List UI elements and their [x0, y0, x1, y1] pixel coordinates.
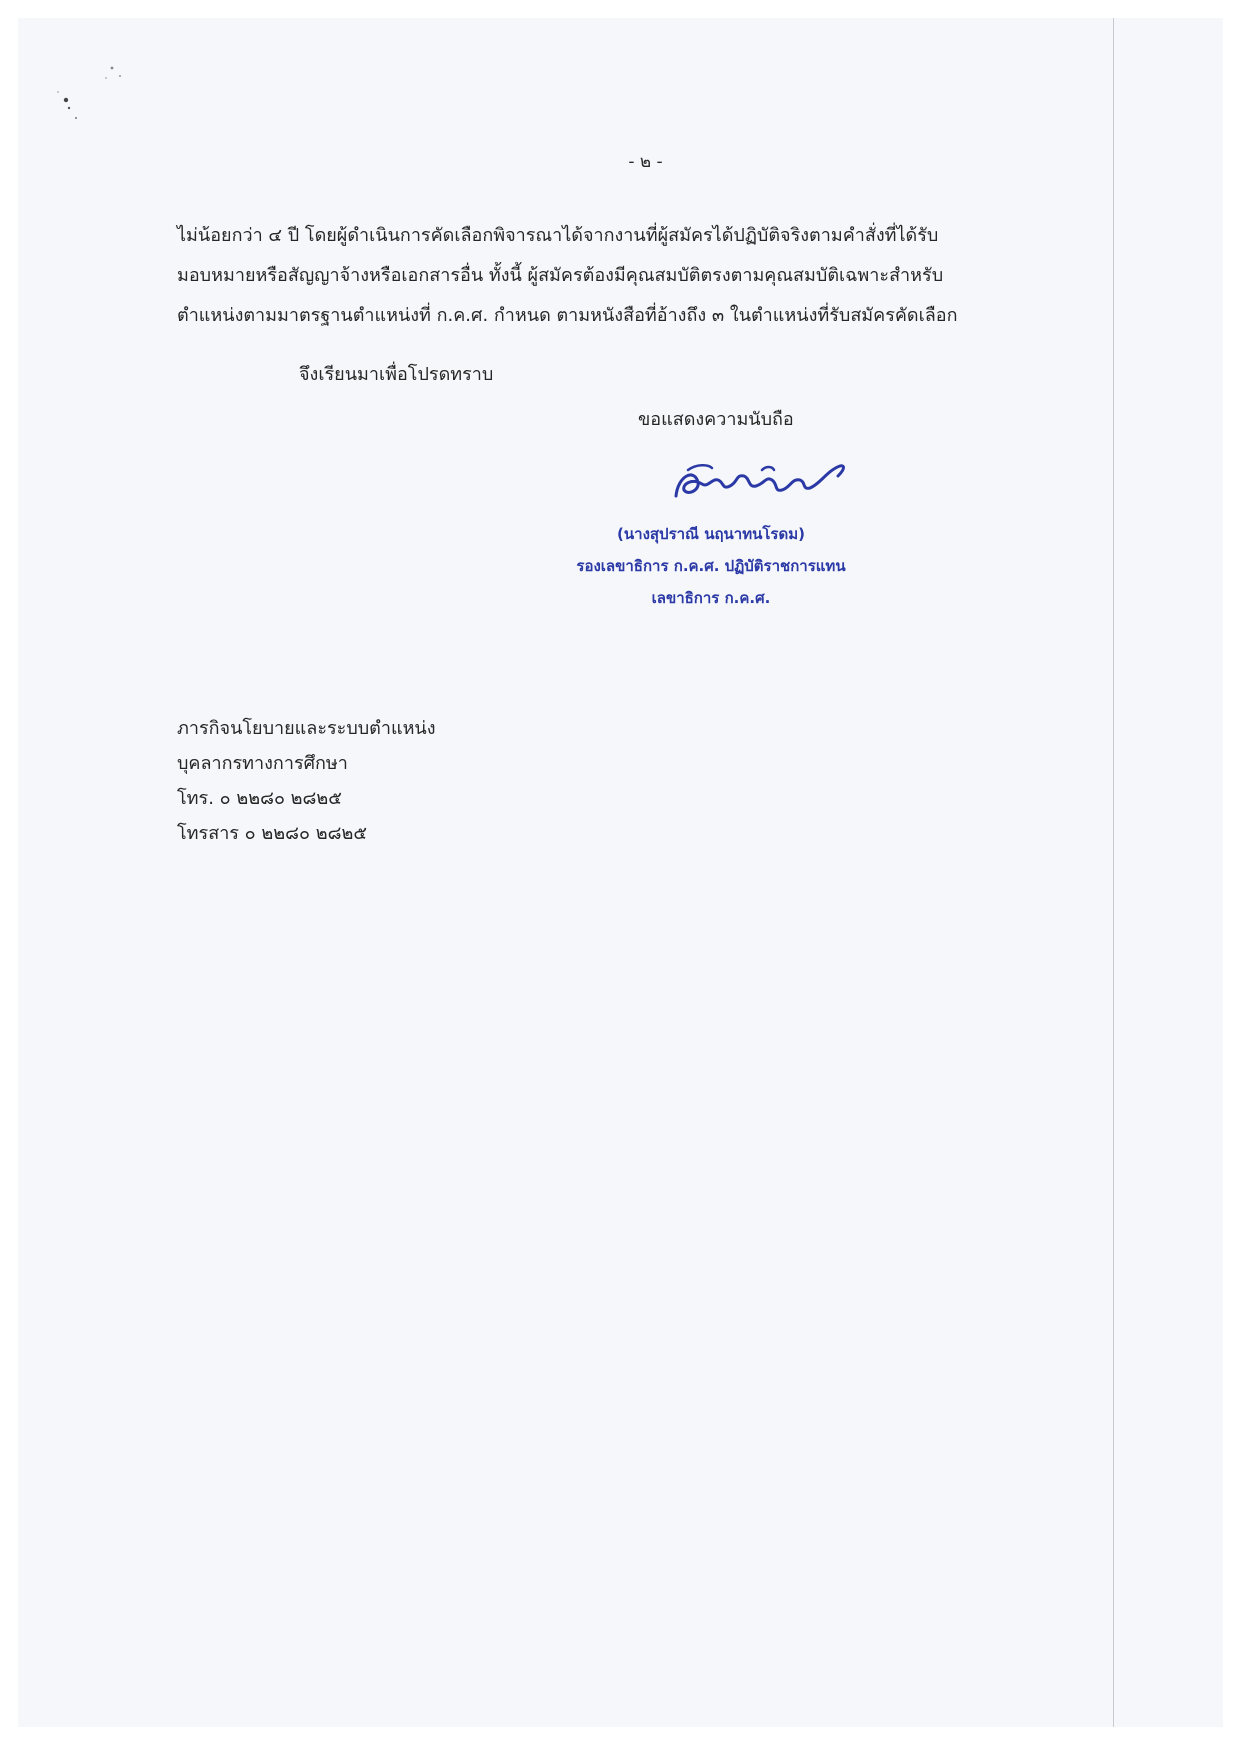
signature-icon — [668, 456, 868, 508]
body-paragraph — [177, 216, 1157, 336]
signer-block — [546, 518, 876, 614]
page-number: - ๒ - — [628, 152, 663, 172]
paper-specks-decoration — [46, 48, 146, 128]
contact-block — [177, 711, 436, 851]
fax-number: โทรสาร ๐ ๒๒๘๐ ๒๘๒๕ — [177, 823, 367, 844]
signer-position-line-2: เลขาธิการ ก.ค.ศ. — [651, 589, 771, 607]
body-line-3: ตำแหน่งตามมาตรฐานตำแหน่งที่ ก.ค.ศ. กำหนด ตามหนังสือที่อ้างถึง ๓ ในตำแหน่งที่รับสมัครคัดเลือก — [177, 305, 958, 326]
signer-position-line-1: รองเลขาธิการ ก.ค.ศ. ปฏิบัติราชการแทน — [576, 557, 846, 575]
regards: ขอแสดงความนับถือ — [638, 409, 794, 430]
phone-number: โทร. ๐ ๒๒๘๐ ๒๘๒๕ — [177, 788, 342, 809]
closing-line: จึงเรียนมาเพื่อโปรดทราบ — [299, 364, 494, 385]
body-line-1: ไม่น้อยกว่า ๔ ปี โดยผู้ดำเนินการคัดเลือกพิจารณาได้จากงานที่ผู้สมัครได้ปฏิบัติจริงตามคำสั่งที่ได้รับ — [177, 225, 939, 246]
department-line-2: บุคลากรทางการศึกษา — [177, 753, 348, 774]
department-line-1: ภารกิจนโยบายและระบบตำแหน่ง — [177, 718, 436, 739]
signer-name: (นางสุปราณี นฤนาทนโรดม) — [617, 525, 805, 543]
document-page — [18, 18, 1223, 1727]
body-line-2: มอบหมายหรือสัญญาจ้างหรือเอกสารอื่น ทั้งนี้ ผู้สมัครต้องมีคุณสมบัติตรงตามคุณสมบัติเฉพาะสำหรับ — [177, 265, 944, 286]
